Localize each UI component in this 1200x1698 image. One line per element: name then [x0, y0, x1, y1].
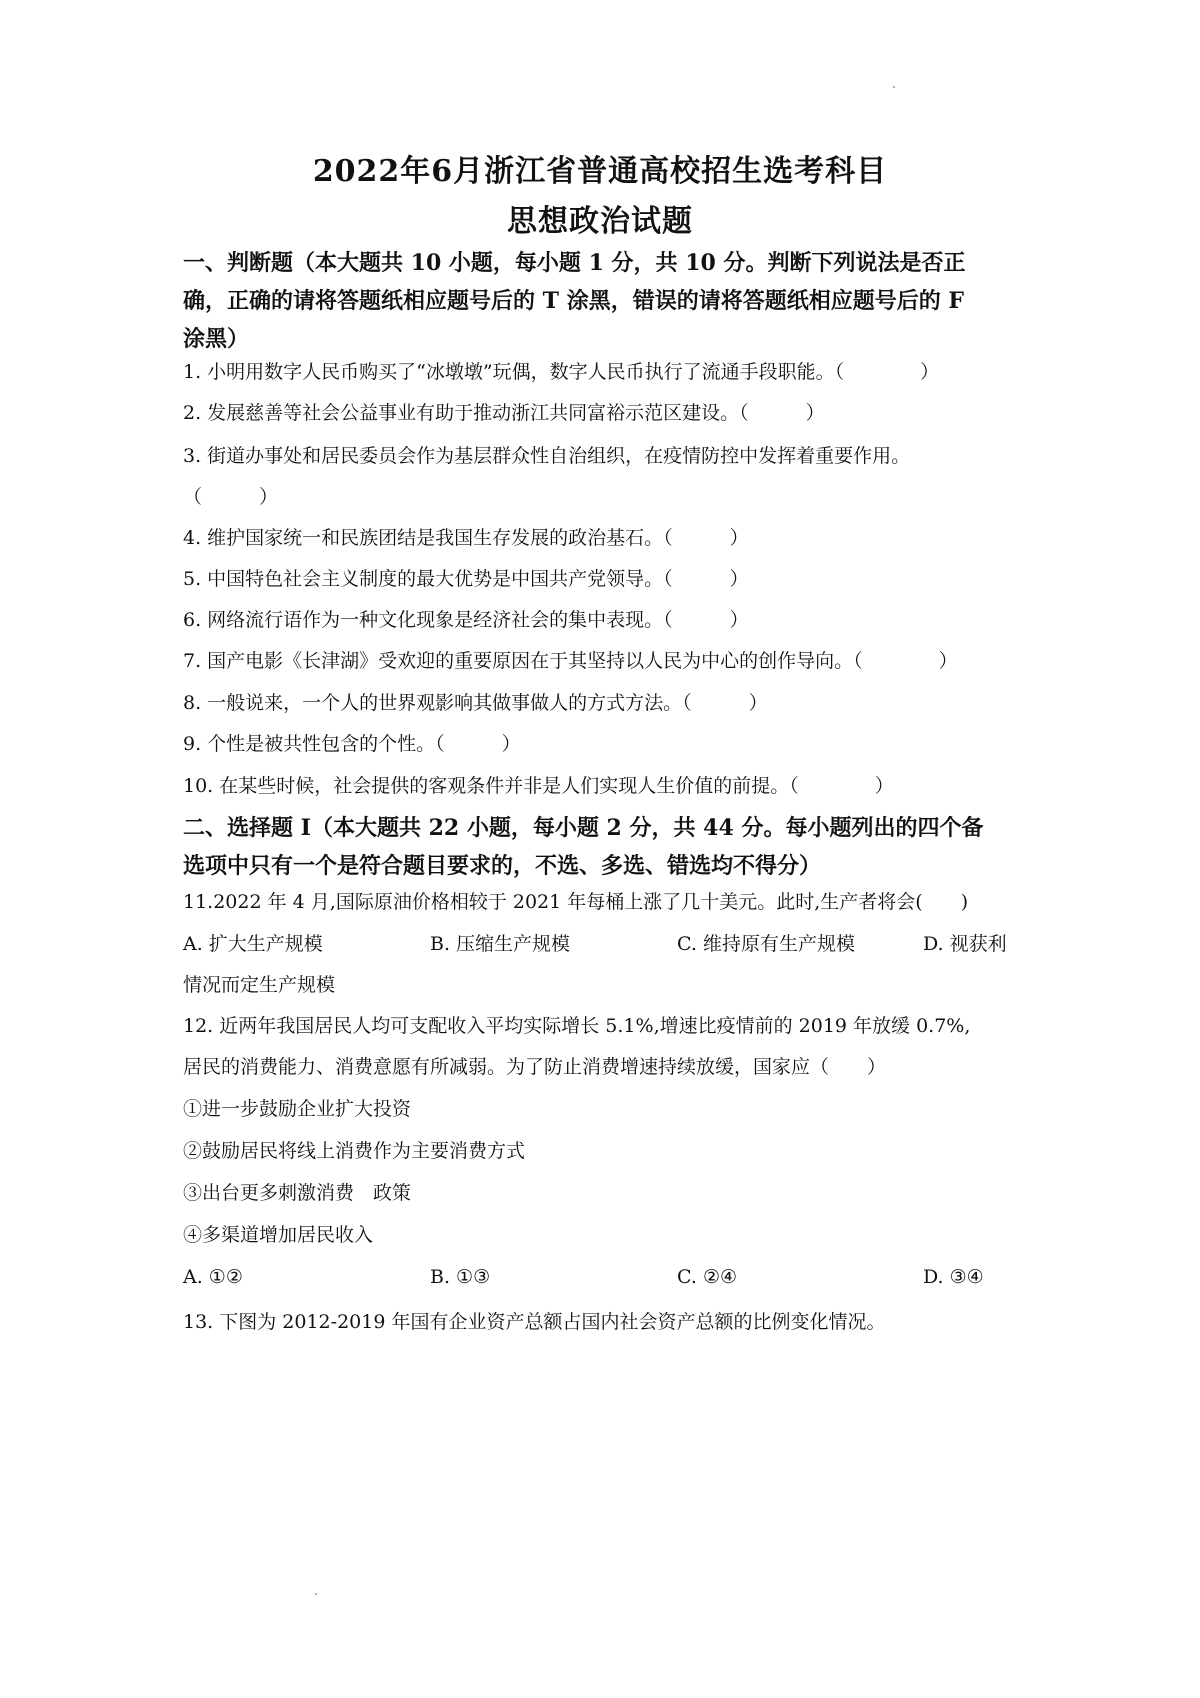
question-9: 9. 个性是被共性包含的个性。（ ） — [183, 733, 521, 755]
question-11-stem: 11.2022 年 4 月,国际原油价格相较于 2021 年每桶上涨了几十美元。此时,生产者将会( ) — [183, 891, 969, 913]
question-6: 6. 网络流行语作为一种文化现象是经济社会的集中表现。（ ） — [183, 609, 749, 631]
question-11-option-c: C. 维持原有生产规模 — [677, 933, 855, 955]
question-5: 5. 中国特色社会主义制度的最大优势是中国共产党领导。（ ） — [183, 568, 749, 590]
question-12-stem-line1: 12. 近两年我国居民人均可支配收入平均实际增长 5.1%,增速比疫情前的 2019 年放缓 0.7%, — [183, 1015, 971, 1037]
question-12-choice-2: ②鼓励居民将线上消费作为主要消费方式 — [183, 1140, 526, 1162]
question-12-option-c: C. ②④ — [677, 1266, 738, 1288]
question-12-choice-1: ①进一步鼓励企业扩大投资 — [183, 1098, 412, 1120]
question-11-option-d: D. 视获利 — [923, 933, 1007, 955]
question-11-option-d-continued: 情况而定生产规模 — [183, 974, 336, 996]
section1-heading-line1: 一、判断题（本大题共 10 小题，每小题 1 分，共 10 分。判断下列说法是否正 — [183, 250, 966, 276]
question-10: 10. 在某些时候，社会提供的客观条件并非是人们实现人生价值的前提。（ ） — [183, 775, 894, 797]
question-7: 7. 国产电影《长津湖》受欢迎的重要原因在于其坚持以人民为中心的创作导向。（ ） — [183, 650, 958, 672]
question-12-option-d: D. ③④ — [923, 1266, 984, 1288]
question-12-choice-4: ④多渠道增加居民收入 — [183, 1224, 374, 1246]
question-12-choice-3: ③出台更多刺激消费 政策 — [183, 1182, 412, 1204]
exam-subtitle: 思想政治试题 — [507, 204, 693, 239]
question-3: 3. 街道办事处和居民委员会作为基层群众性自治组织，在疫情防控中发挥着重要作用。 — [183, 445, 911, 467]
question-12-stem-line2: 居民的消费能力、消费意愿有所减弱。为了防止消费增速持续放缓，国家应（ ） — [183, 1056, 887, 1078]
scan-speck — [893, 86, 895, 88]
question-13-stem: 13. 下图为 2012-2019 年国有企业资产总额占国内社会资产总额的比例变化情况。 — [183, 1311, 886, 1333]
question-8: 8. 一般说来，一个人的世界观影响其做事做人的方式方法。（ ） — [183, 692, 768, 714]
section1-heading-line3: 涂黑） — [183, 326, 250, 352]
question-12-option-a: A. ①② — [183, 1266, 243, 1288]
question-1: 1. 小明用数字人民币购买了“冰墩墩”玩偶，数字人民币执行了流通手段职能。（ ） — [183, 361, 940, 383]
question-11-option-b: B. 压缩生产规模 — [430, 933, 571, 955]
section1-heading-line2: 确，正确的请将答题纸相应题号后的 T 涂黑，错误的请将答题纸相应题号后的 F — [183, 288, 964, 314]
question-11-option-a: A. 扩大生产规模 — [183, 933, 323, 955]
scan-speck — [315, 1593, 317, 1595]
exam-title: 2022年6月浙江省普通高校招生选考科目 — [312, 154, 888, 189]
question-2: 2. 发展慈善等社会公益事业有助于推动浙江共同富裕示范区建设。（ ） — [183, 402, 825, 424]
question-12-option-b: B. ①③ — [430, 1266, 491, 1288]
section2-heading-line2: 选项中只有一个是符合题目要求的，不选、多选、错选均不得分） — [183, 853, 822, 879]
section2-heading-line1: 二、选择题 I（本大题共 22 小题，每小题 2 分，共 44 分。每小题列出的四个备 — [183, 815, 984, 841]
question-4: 4. 维护国家统一和民族团结是我国生存发展的政治基石。（ ） — [183, 527, 749, 549]
question-3-answer-paren: （ ） — [183, 486, 279, 508]
